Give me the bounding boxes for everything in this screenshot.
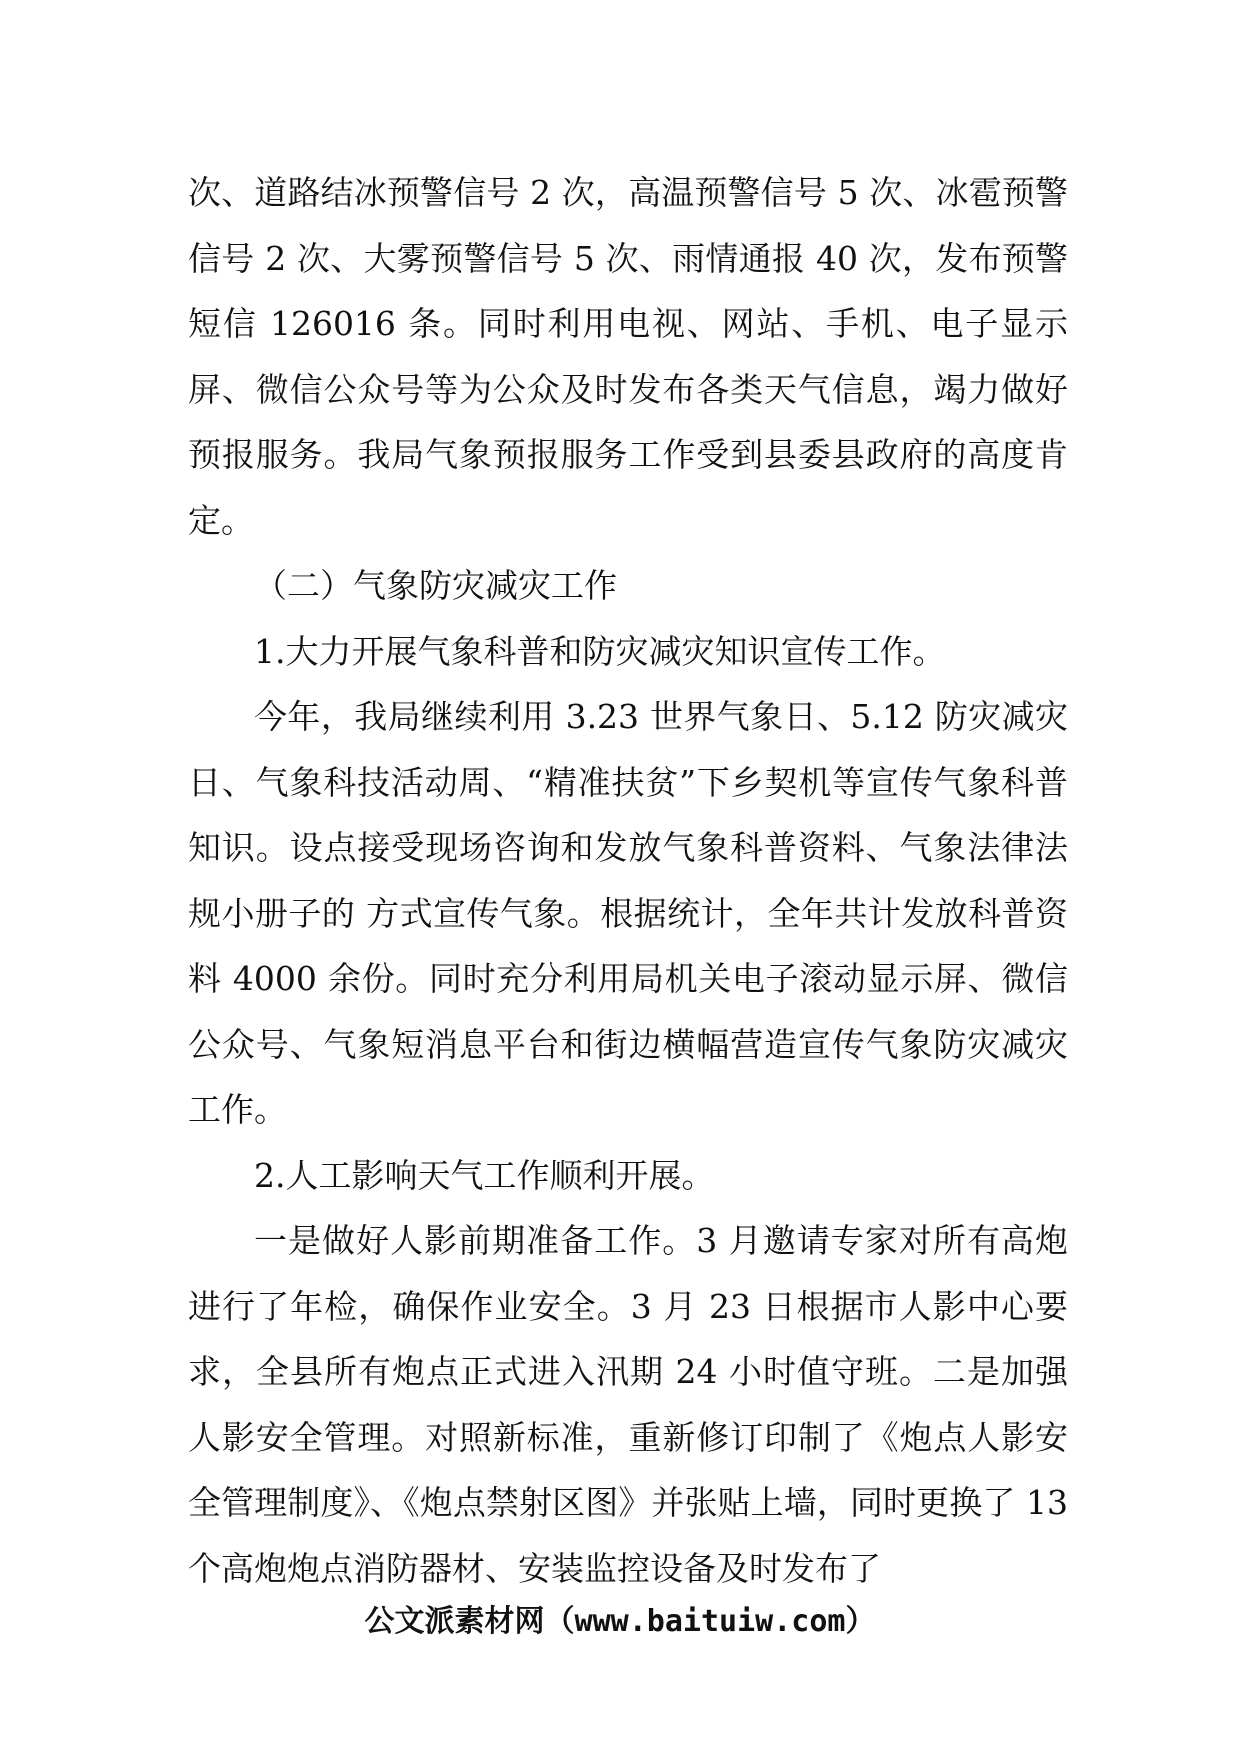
footer-url: www.baituiw.com xyxy=(574,1604,846,1639)
document-body xyxy=(188,160,1068,1601)
section-heading-disaster-reduction: （二）气象防灾减灾工作 xyxy=(254,566,617,605)
footer-site-name: 公文派素材网 xyxy=(364,1604,545,1639)
footer-watermark xyxy=(0,1600,1240,1644)
footer-paren-open: （ xyxy=(544,1604,575,1639)
subheading-science-promotion: 1.大力开展气象科普和防灾减灾知识宣传工作。 xyxy=(254,631,946,671)
paragraph-weather-modification: 一是做好人影前期准备工作。3 月邀请专家对所有高炮进行了年检，确保作业安全。3 月 23 日根据市人影中心要求，全县所有炮点正式进入汛期 24 小时值守班。二是加强人影安全管理。对照新标准，重新修订印制了《炮点人影安全管理制度》、《炮点禁射区图》并张贴上墙，同时更换了 13 个高炮炮点消防器材、安装监控设备及时发布了 xyxy=(188,1221,1068,1588)
footer-paren-close: ） xyxy=(845,1604,876,1639)
paragraph-science-promotion: 今年，我局继续利用 3.23 世界气象日、5.12 防灾减灾日、气象科技活动周、“精准扶贫”下乡契机等宣传气象科普知识。设点接受现场咨询和发放气象科普资料、气象法律法规小册子的 方式宣传气象。根据统计，全年共计发放科普资料 4000 余份。同时充分利用局机关电子滚动显示屏、微信公众号、气象短消息平台和街边横幅营造宣传气象防灾减灾工作。 xyxy=(188,697,1068,1129)
subheading-weather-modification: 2.人工影响天气工作顺利开展。 xyxy=(254,1155,715,1195)
paragraph-forecast-service: 次、道路结冰预警信号 2 次，高温预警信号 5 次、冰雹预警信号 2 次、大雾预警信号 5 次、雨情通报 40 次，发布预警短信 126016 条。同时利用电视、网站、手机、电子显示屏、微信公众号等为公众及时发布各类天气信息，竭力做好预报服务。我局气象预报服务工作受到县委县政府的高度肯定。 xyxy=(188,173,1068,540)
